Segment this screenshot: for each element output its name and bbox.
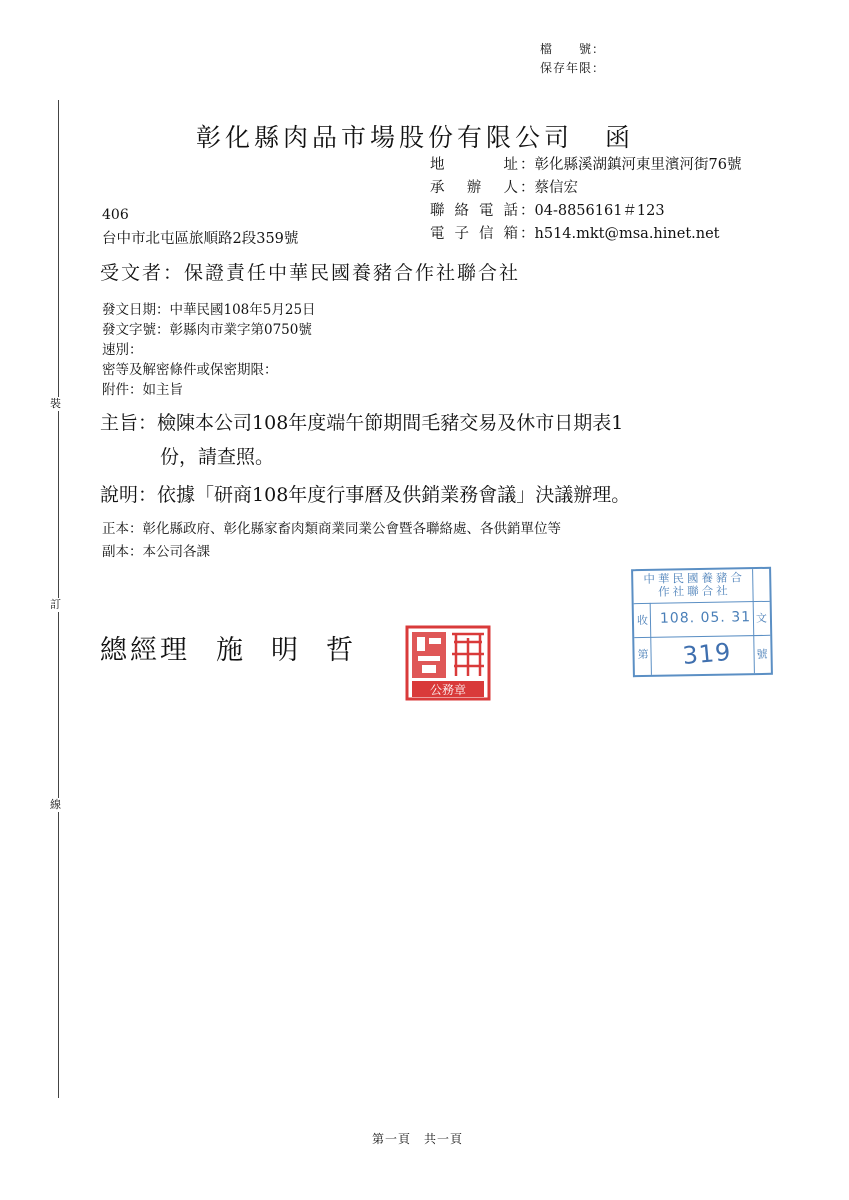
attachment-label: 附件： <box>102 382 143 398</box>
recipient-zip: 406 <box>102 207 129 223</box>
recipient <box>100 258 520 285</box>
explanation <box>100 480 630 507</box>
cc-label: 副本： <box>102 544 143 560</box>
receipt-number-prefix: 第 <box>637 647 649 662</box>
speed-label: 速別： <box>102 342 143 358</box>
binding-char-ding: 訂 <box>50 598 61 611</box>
signature <box>100 628 381 667</box>
binding-char-xian: 線 <box>50 798 61 811</box>
issuing-organization: 彰化縣肉品市場股份有限公司 <box>196 123 574 152</box>
document-kind: 函 <box>605 123 635 152</box>
receipt-stamp-left-char: 收 <box>636 613 649 628</box>
reference-number-label: 發文字號： <box>102 322 170 338</box>
receipt-stamp-org: 中華民國養豬合作社聯合社 <box>643 570 746 599</box>
subject-line-1: 檢陳本公司108年度端午節期間毛豬交易及休市日期表1 <box>157 412 624 434</box>
receipt-date: 108. 05. 31 <box>659 609 752 627</box>
receipt-stamp <box>631 567 773 677</box>
recipient-address: 台中市北屯區旅順路2段359號 <box>102 231 299 247</box>
phone-label: 聯絡電話 <box>430 203 518 219</box>
signer-name: 施明哲 <box>216 635 381 666</box>
explanation-text: 依據「研商108年度行事曆及供銷業務會議」決議辦理。 <box>157 484 631 506</box>
reference-number: 彰縣肉市業字第0750號 <box>169 322 312 338</box>
issue-date-label: 發文日期： <box>102 302 170 318</box>
main-copy-recipients: 彰化縣政府、彰化縣家畜肉類商業同業公會暨各聯絡處、各供銷單位等 <box>142 521 561 537</box>
retention-period-label: 保存年限： <box>540 61 606 75</box>
sender-address: 彰化縣溪湖鎮河東里濱河街76號 <box>534 157 742 173</box>
binding-char-zhuang: 裝 <box>50 397 61 410</box>
seal-text: 公務章 <box>429 683 467 697</box>
page-footer: 第一頁 共一頁 <box>372 1132 464 1146</box>
main-copy-label: 正本： <box>102 521 143 537</box>
handler-label: 承辦人 <box>430 180 518 196</box>
email-label: 電子信箱 <box>430 226 518 242</box>
file-number-label: 檔 號： <box>540 42 606 56</box>
document-meta <box>102 300 316 400</box>
sender-info: 地 址 ：彰化縣溪湖鎮河東里濱河街76號 承辦人 ：蔡信宏 聯絡電話 ：04-8856161＃123 電子信箱 ：h514.mkt@msa.hinet.net <box>430 154 741 246</box>
archive-info <box>540 40 605 78</box>
subject-label: 主旨： <box>100 412 158 434</box>
sender-email: h514.mkt@msa.hinet.net <box>534 226 720 242</box>
recipient-label: 受文者： <box>100 262 185 284</box>
explanation-label: 說明： <box>100 484 158 506</box>
subject-line-2: 份，請查照。 <box>160 446 275 468</box>
official-seal-stamp <box>404 624 492 702</box>
address-label: 地 址 <box>430 157 518 173</box>
subject <box>100 406 760 474</box>
receipt-number-suffix: 號 <box>756 647 768 662</box>
receipt-stamp-right-char: 文 <box>755 611 768 626</box>
issue-date: 中華民國108年5月25日 <box>169 302 316 318</box>
receipt-number: 319 <box>681 637 733 670</box>
sender-handler: 蔡信宏 <box>534 180 578 196</box>
document-title <box>196 118 634 154</box>
signer-title: 總經理 <box>100 635 190 666</box>
secrecy-label: 密等及解密條件或保密期限： <box>102 362 278 378</box>
recipient-name: 保證責任中華民國養豬合作社聯合社 <box>184 262 521 284</box>
distribution <box>102 518 561 564</box>
attachment-value: 如主旨 <box>142 382 183 398</box>
sender-phone: 04-8856161＃123 <box>534 203 665 219</box>
cc-recipients: 本公司各課 <box>142 544 210 560</box>
